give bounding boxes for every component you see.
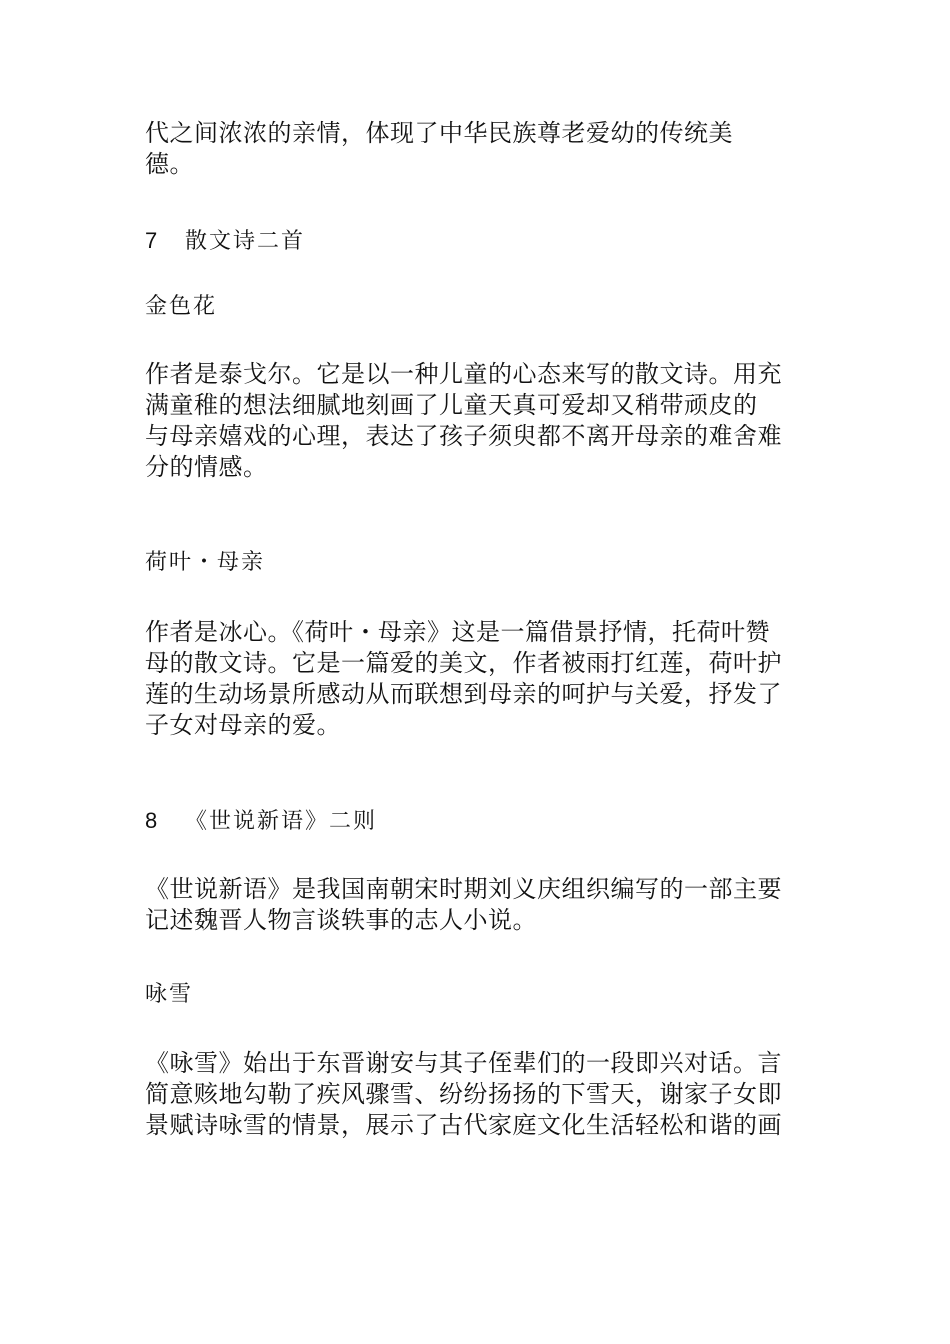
- subheading-jinsehua: 金色花: [145, 294, 218, 319]
- subheading-yongxue: 咏雪: [145, 982, 194, 1007]
- shishuo-paragraph: [145, 874, 825, 936]
- paragraph-line: 作者是冰心。《荷叶・母亲》这是一篇借景抒情，托荷叶赞: [145, 618, 770, 646]
- section-number: 7: [145, 228, 158, 253]
- paragraph-line: 德。: [145, 150, 194, 178]
- section-7-heading: [145, 226, 825, 257]
- paragraph-line: 与母亲嬉戏的心理，表达了孩子须臾都不离开母亲的难舍难: [145, 422, 782, 450]
- paragraph-line: 分的情感。: [145, 453, 268, 481]
- section-title: 散文诗二首: [185, 229, 306, 254]
- section-number: 8: [145, 808, 158, 833]
- section-title: 《世说新语》二则: [185, 809, 378, 834]
- jinsehua-paragraph: [145, 359, 825, 483]
- paragraph-line: 莲的生动场景所感动从而联想到母亲的呵护与关爱，抒发了: [145, 680, 782, 708]
- paragraph-line: 代之间浓浓的亲情，体现了中华民族尊老爱幼的传统美: [145, 119, 733, 147]
- paragraph-line: 作者是泰戈尔。它是以一种儿童的心态来写的散文诗。用充: [145, 360, 782, 388]
- paragraph-line: 《世说新语》是我国南朝宋时期刘义庆组织编写的一部主要: [145, 875, 782, 903]
- subheading-heye-muqin: 荷叶・母亲: [145, 550, 266, 575]
- paragraph-line: 母的散文诗。它是一篇爱的美文，作者被雨打红莲，荷叶护: [145, 649, 782, 677]
- paragraph-line: 景赋诗咏雪的情景，展示了古代家庭文化生活轻松和谐的画: [145, 1111, 782, 1139]
- yongxue-paragraph: [145, 1048, 825, 1141]
- paragraph-line: 满童稚的想法细腻地刻画了儿童天真可爱却又稍带顽皮的: [145, 391, 758, 419]
- paragraph-line: 子女对母亲的爱。: [145, 711, 341, 739]
- paragraph-line: 简意赅地勾勒了疾风骤雪、纷纷扬扬的下雪天，谢家子女即: [145, 1080, 782, 1108]
- section-8-heading: [145, 806, 825, 837]
- paragraph-line: 《咏雪》始出于东晋谢安与其子侄辈们的一段即兴对话。言: [145, 1049, 782, 1077]
- intro-paragraph: [145, 118, 825, 180]
- paragraph-line: 记述魏晋人物言谈轶事的志人小说。: [145, 906, 537, 934]
- heye-paragraph: [145, 617, 825, 741]
